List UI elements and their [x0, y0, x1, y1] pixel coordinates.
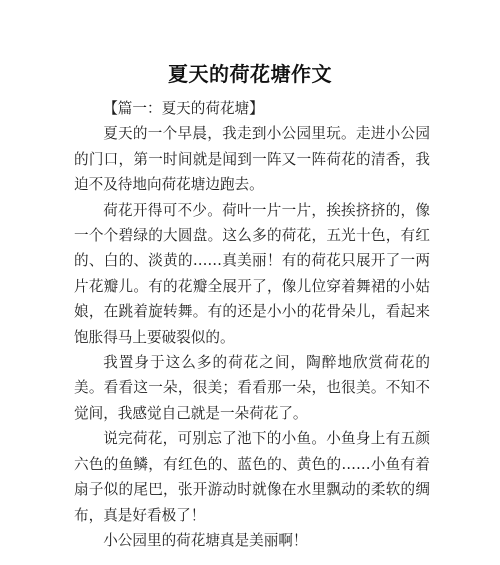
- paragraph: 我置身于这么多的荷花之间，陶醉地欣赏荷花的美。看看这一朵，很美；看看那一朵，也很美。不知不觉间，我感觉自己就是一朵荷花了。: [74, 354, 430, 422]
- paragraph: 小公园里的荷花塘真是美丽啊！: [103, 531, 308, 549]
- document-body: [74, 96, 430, 553]
- section-heading: 【篇一：夏天的荷花塘】: [103, 100, 264, 117]
- document-title: 夏天的荷花塘作文: [168, 62, 332, 86]
- paragraph: 荷花开得可不少。荷叶一片一片，挨挨挤挤的，像一个个碧绿的大圆盘。这么多的荷花，五光十色，有红的、白的、淡黄的……真美丽！有的荷花只展开了一两片花瓣儿。有的花瓣全展开了，像儿位穿着舞裙的小姑娘，在跳着旋转舞。有的还是小小的花骨朵儿，看起来饱胀得马上要破裂似的。: [74, 201, 430, 346]
- paragraph: 说完荷花，可别忘了池下的小鱼。小鱼身上有五颜六色的鱼鳞，有红色的、蓝色的、黄色的……小鱼有着扇子似的尾巴，张开游动时就像在水里飘动的柔软的绸布，真是好看极了！: [74, 430, 430, 524]
- paragraph: 夏天的一个早晨，我走到小公园里玩。走进小公园的门口，第一时间就是闻到一阵又一阵荷花的清香，我迫不及待地向荷花塘边跑去。: [74, 125, 430, 194]
